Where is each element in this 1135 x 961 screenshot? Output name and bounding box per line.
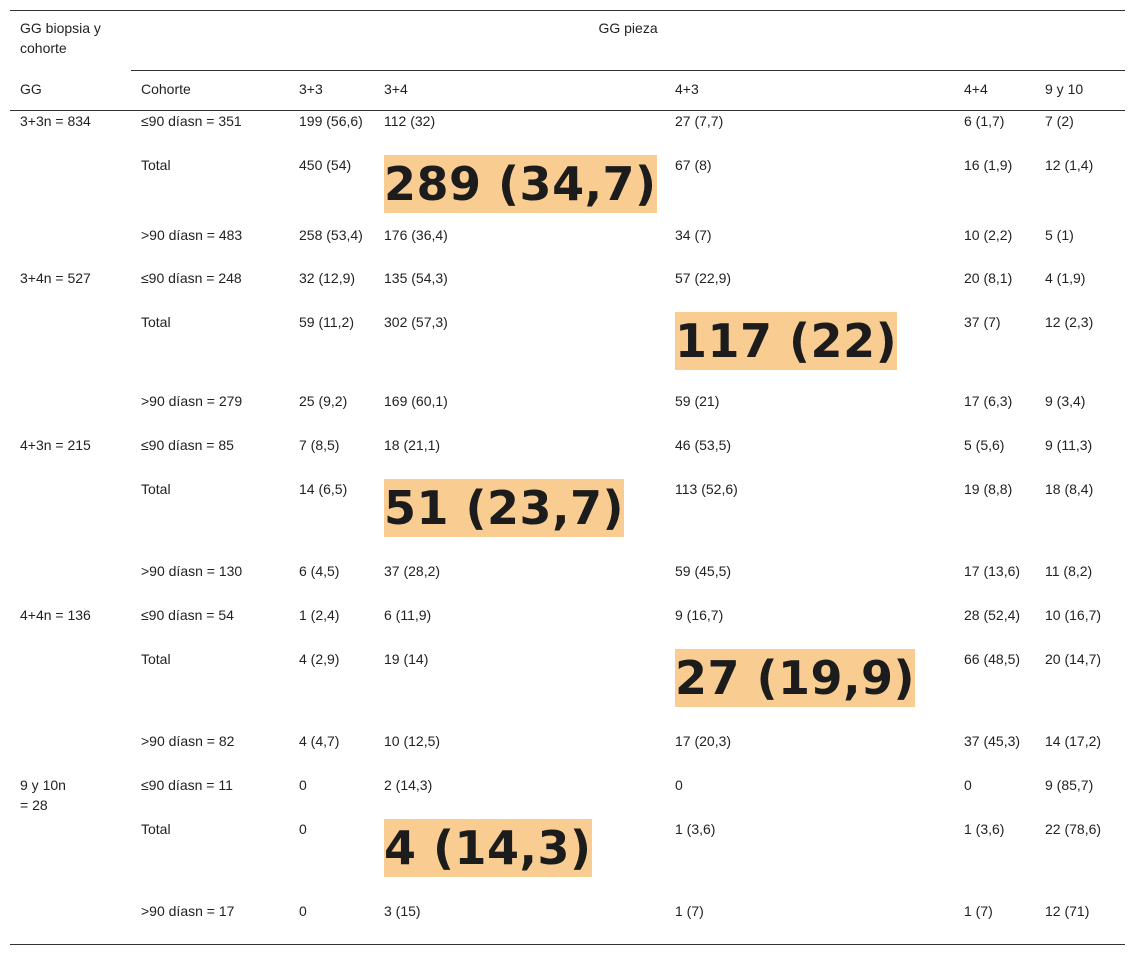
value-cell-c44: 37 (7) <box>964 313 1001 330</box>
value-cell-c43: 1 (7) <box>675 902 704 919</box>
cohorte-cell: >90 díasn = 82 <box>141 732 235 749</box>
gg-group-label <box>10 312 131 391</box>
table-body <box>10 111 1125 945</box>
value-cell-c44: 6 (1,7) <box>964 113 1005 129</box>
highlighted-value: 27 (19,9) <box>675 650 916 705</box>
value-cell-c43: 46 (53,5) <box>675 436 732 453</box>
value-cell-c44: 0 <box>964 776 972 793</box>
results-table-container <box>10 10 1125 945</box>
highlighted-value: 117 (22) <box>675 313 898 368</box>
results-table <box>10 10 1125 945</box>
value-cell-c910: 10 (16,7) <box>1045 606 1102 623</box>
value-cell-c33: 32 (12,9) <box>299 269 356 286</box>
cohorte-cell: ≤90 díasn = 351 <box>141 113 242 129</box>
highlighted-value: 4 (14,3) <box>384 820 592 875</box>
gg-group-label: 4+4n = 136 <box>20 606 91 623</box>
gg-group-label <box>10 819 131 901</box>
value-cell-c43: 9 (16,7) <box>675 606 724 623</box>
gg-group-label <box>10 561 131 605</box>
cohorte-cell: >90 díasn = 17 <box>141 902 235 919</box>
header-4-4: 4+4 <box>954 71 1035 111</box>
value-cell-c33: 0 <box>299 902 307 919</box>
cohorte-cell: Total <box>141 650 171 667</box>
table-row <box>10 901 1125 945</box>
value-cell-c33: 59 (11,2) <box>299 313 354 330</box>
table-row <box>10 391 1125 435</box>
value-cell-c34: 37 (28,2) <box>384 562 441 579</box>
header-cohorte: Cohorte <box>131 71 289 111</box>
value-cell-c44: 1 (3,6) <box>964 820 1005 837</box>
value-cell-c910: 9 (11,3) <box>1045 436 1093 453</box>
value-cell-c910: 20 (14,7) <box>1045 650 1102 667</box>
value-cell-c44: 20 (8,1) <box>964 269 1013 286</box>
value-cell-c33: 1 (2,4) <box>299 606 340 623</box>
highlighted-total-cell <box>665 312 954 391</box>
gg-group-label: 3+4n = 527 <box>20 269 91 286</box>
value-cell-c44: 5 (5,6) <box>964 436 1005 453</box>
value-cell-c34: 6 (11,9) <box>384 606 432 623</box>
value-cell-c33: 7 (8,5) <box>299 436 340 453</box>
value-cell-c34: 135 (54,3) <box>384 269 448 286</box>
header-3-3: 3+3 <box>289 71 374 111</box>
gg-group-label <box>10 155 131 225</box>
value-cell-c44: 16 (1,9) <box>964 156 1013 173</box>
value-cell-c33: 450 (54) <box>299 156 352 173</box>
cohorte-cell: ≤90 díasn = 11 <box>141 776 233 793</box>
header-9-10: 9 y 10 <box>1035 71 1125 111</box>
value-cell-c44: 17 (13,6) <box>964 562 1021 579</box>
gg-group-label: 4+3n = 215 <box>20 436 91 453</box>
highlighted-value: 289 (34,7) <box>384 156 657 211</box>
gg-group-label <box>10 479 131 561</box>
value-cell-c43: 27 (7,7) <box>675 113 724 129</box>
header-gg-biopsia: GG biopsia y cohorte <box>20 20 101 56</box>
table-row <box>10 775 1125 819</box>
value-cell-c910: 18 (8,4) <box>1045 480 1094 497</box>
value-cell-c44: 10 (2,2) <box>964 226 1013 243</box>
value-cell-c33: 4 (4,7) <box>299 732 340 749</box>
cohorte-cell: ≤90 díasn = 54 <box>141 606 234 623</box>
value-cell-c910: 12 (71) <box>1045 902 1090 919</box>
value-cell-c910: 9 (3,4) <box>1045 392 1086 409</box>
value-cell-c34: 10 (12,5) <box>384 732 441 749</box>
value-cell-c43: 34 (7) <box>675 226 712 243</box>
value-cell-c34: 18 (21,1) <box>384 436 441 453</box>
cohorte-cell: >90 díasn = 130 <box>141 562 243 579</box>
value-cell-c44: 17 (6,3) <box>964 392 1013 409</box>
highlighted-total-cell <box>374 819 665 901</box>
value-cell-c33: 0 <box>299 776 307 793</box>
value-cell-c44: 66 (48,5) <box>964 650 1021 667</box>
gg-group-label <box>10 901 131 945</box>
value-cell-c910: 11 (8,2) <box>1045 562 1093 579</box>
value-cell-c910: 14 (17,2) <box>1045 732 1102 749</box>
value-cell-c33: 0 <box>299 820 307 837</box>
table-row <box>10 819 1125 901</box>
gg-group-label <box>10 225 131 268</box>
value-cell-c910: 7 (2) <box>1045 113 1074 129</box>
cohorte-cell: Total <box>141 156 171 173</box>
value-cell-c33: 258 (53,4) <box>299 226 363 243</box>
value-cell-c43: 57 (22,9) <box>675 269 732 286</box>
value-cell-c910: 22 (78,6) <box>1045 820 1102 837</box>
highlighted-total-cell <box>665 649 954 731</box>
gg-group-label <box>10 391 131 435</box>
value-cell-c33: 25 (9,2) <box>299 392 348 409</box>
value-cell-c43: 67 (8) <box>675 156 712 173</box>
value-cell-c34: 3 (15) <box>384 902 421 919</box>
value-cell-c44: 19 (8,8) <box>964 480 1013 497</box>
value-cell-c33: 14 (6,5) <box>299 480 348 497</box>
gg-group-label <box>10 649 131 731</box>
value-cell-c43: 59 (45,5) <box>675 562 732 579</box>
cohorte-cell: Total <box>141 480 171 497</box>
value-cell-c34: 112 (32) <box>384 113 436 129</box>
value-cell-c910: 4 (1,9) <box>1045 269 1086 286</box>
value-cell-c44: 1 (7) <box>964 902 993 919</box>
value-cell-c33: 199 (56,6) <box>299 113 363 129</box>
value-cell-c43: 1 (3,6) <box>675 820 716 837</box>
table-row <box>10 268 1125 312</box>
highlighted-value: 51 (23,7) <box>384 480 625 535</box>
cohorte-cell: >90 díasn = 483 <box>141 226 243 243</box>
gg-group-label: 3+3n = 834 <box>20 113 91 129</box>
table-row <box>10 155 1125 225</box>
value-cell-c910: 12 (1,4) <box>1045 156 1094 173</box>
table-row <box>10 111 1125 155</box>
highlighted-total-cell <box>374 155 665 225</box>
value-cell-c43: 59 (21) <box>675 392 720 409</box>
header-row-2 <box>10 71 1125 111</box>
value-cell-c910: 5 (1) <box>1045 226 1074 243</box>
value-cell-c44: 28 (52,4) <box>964 606 1021 623</box>
table-row <box>10 225 1125 268</box>
value-cell-c44: 37 (45,3) <box>964 732 1021 749</box>
cohorte-cell: ≤90 díasn = 248 <box>141 269 242 286</box>
table-row <box>10 731 1125 775</box>
table-row <box>10 312 1125 391</box>
value-cell-c910: 9 (85,7) <box>1045 776 1094 793</box>
table-row <box>10 649 1125 731</box>
header-4-3: 4+3 <box>665 71 954 111</box>
value-cell-c34: 169 (60,1) <box>384 392 448 409</box>
table-row <box>10 561 1125 605</box>
header-row-1 <box>10 11 1125 71</box>
table-row <box>10 479 1125 561</box>
cohorte-cell: ≤90 díasn = 85 <box>141 436 234 453</box>
value-cell-c34: 176 (36,4) <box>384 226 448 243</box>
gg-group-label <box>10 731 131 775</box>
value-cell-c43: 113 (52,6) <box>675 480 738 497</box>
value-cell-c33: 4 (2,9) <box>299 650 340 667</box>
highlighted-total-cell <box>374 479 665 561</box>
cohorte-cell: Total <box>141 313 171 330</box>
value-cell-c910: 12 (2,3) <box>1045 313 1094 330</box>
table-row <box>10 435 1125 479</box>
cohorte-cell: >90 díasn = 279 <box>141 392 243 409</box>
header-3-4: 3+4 <box>374 71 665 111</box>
value-cell-c43: 0 <box>675 776 683 793</box>
value-cell-c33: 6 (4,5) <box>299 562 340 579</box>
header-gg: GG <box>20 80 42 97</box>
cohorte-cell: Total <box>141 820 171 837</box>
header-gg-pieza: GG pieza <box>598 20 658 36</box>
gg-group-label: 9 y 10n = 28 <box>20 776 66 813</box>
value-cell-c43: 17 (20,3) <box>675 732 732 749</box>
value-cell-c34: 2 (14,3) <box>384 776 433 793</box>
value-cell-c34: 19 (14) <box>384 650 429 667</box>
table-row <box>10 605 1125 649</box>
value-cell-c34: 302 (57,3) <box>384 313 448 330</box>
